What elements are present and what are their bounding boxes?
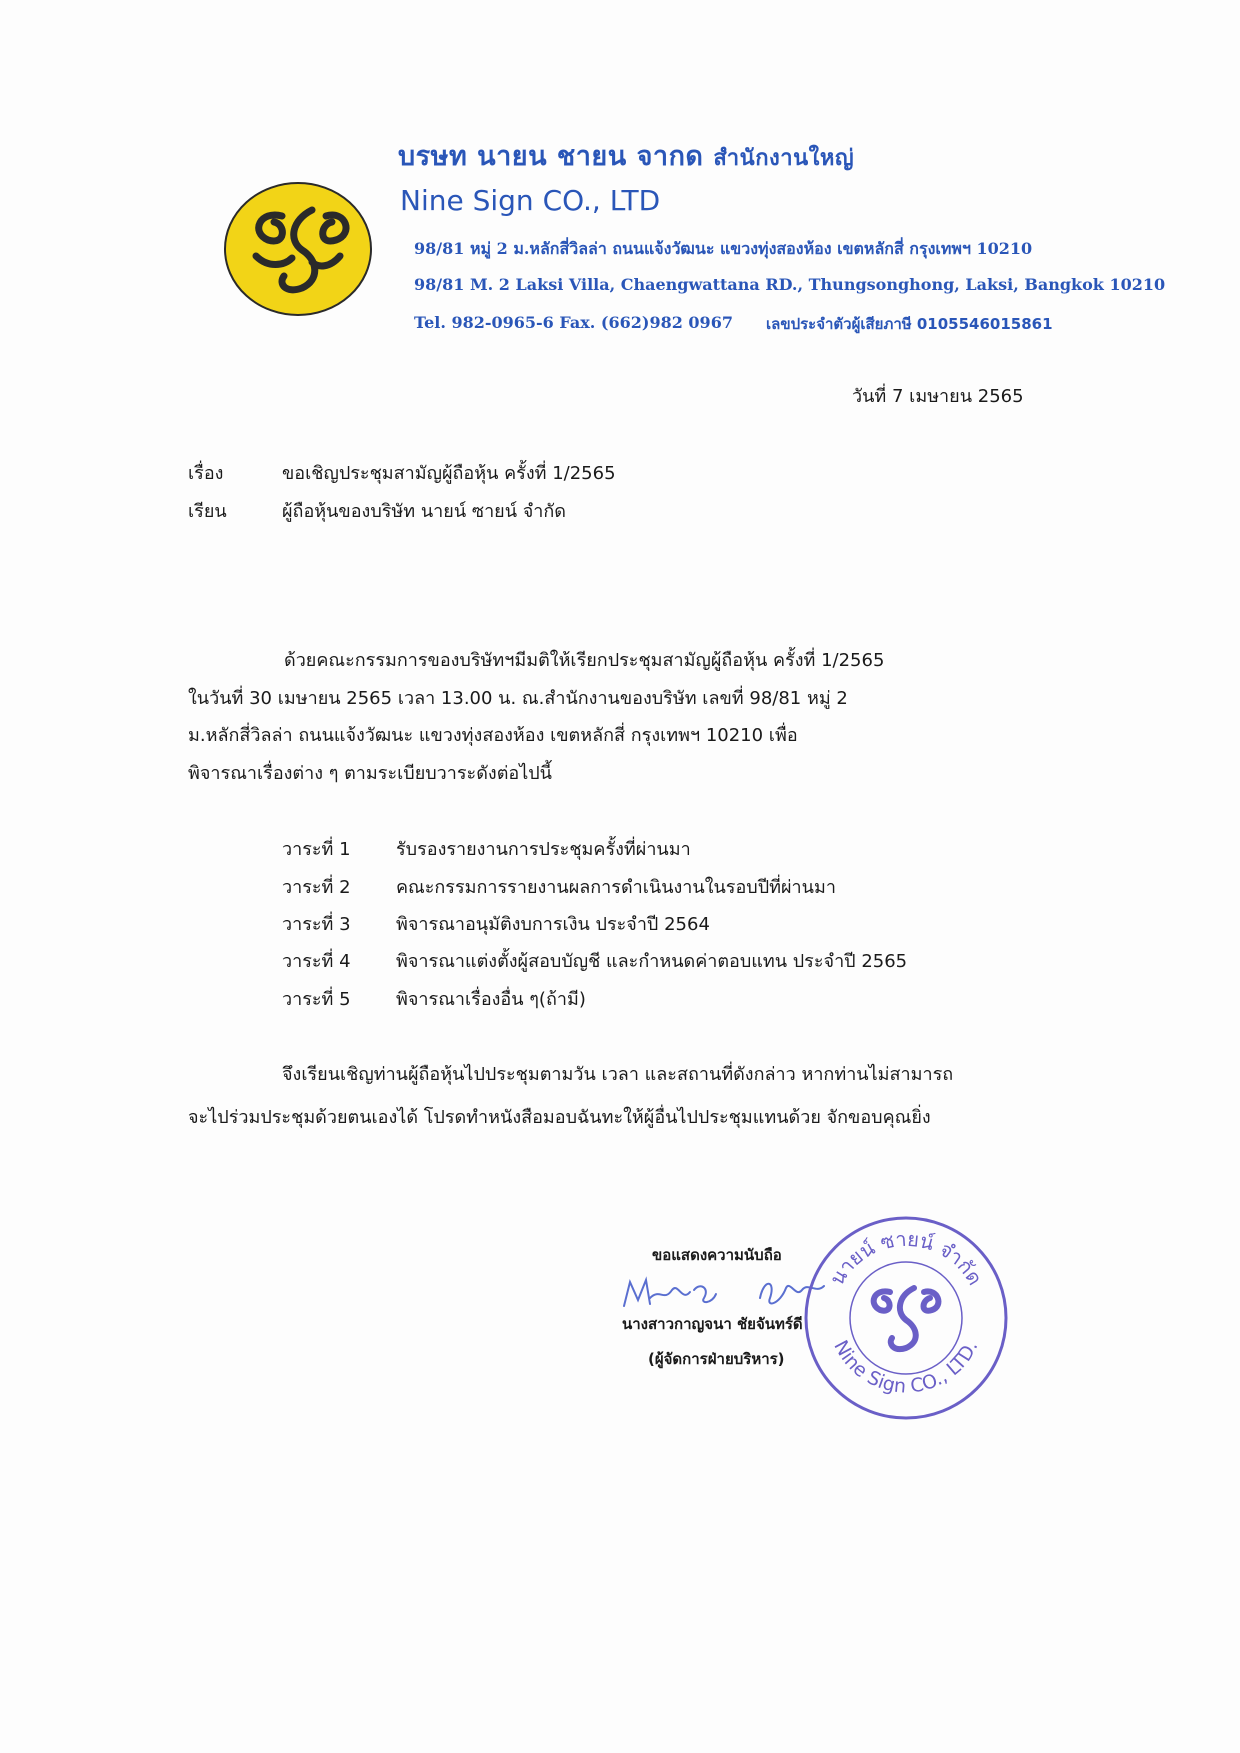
signatory-position: (ผู้จัดการฝ่ายบริหาร) <box>648 1350 785 1368</box>
head-office-label: สำนักงานใหญ่ <box>713 146 855 171</box>
agenda-item-text: รับรองรายงานการประชุมครั้งที่ผ่านมา <box>396 839 691 860</box>
closing-line-2: จะไปร่วมประชุมด้วยตนเองได้ โปรดทำหนังสือมอบฉันทะให้ผู้อื่นไปประชุมแทนด้วย จักขอบคุณยิ่ง <box>188 1107 931 1128</box>
body-line-4: พิจารณาเรื่องต่าง ๆ ตามระเบียบวาระดังต่อไปนี้ <box>188 763 552 784</box>
subject-label: เรื่อง <box>188 463 224 484</box>
body-line-2: ในวันที่ 30 เมษายน 2565 เวลา 13.00 น. ณ.สำนักงานของบริษัท เลขที่ 98/81 หมู่ 2 <box>188 688 848 709</box>
stamp-text-english: Nine Sign CO., LTD. <box>829 1336 983 1398</box>
company-logo <box>222 180 374 318</box>
address-thai: 98/81 หมู่ 2 ม.หลักสี่วิลล่า ถนนแจ้งวัฒนะ แขวงทุ่งสองห้อง เขตหลักสี่ กรุงเทพฯ 10210 <box>414 239 1033 258</box>
company-name-english: Nine Sign CO., LTD <box>400 184 661 217</box>
agenda-item-text: พิจารณาอนุมัติงบการเงิน ประจำปี 2564 <box>396 914 710 935</box>
body-line-3: ม.หลักสี่วิลล่า ถนนแจ้งวัฒนะ แขวงทุ่งสองห้อง เขตหลักสี่ กรุงเทพฯ 10210 เพื่อ <box>188 725 798 746</box>
company-stamp <box>800 1212 1012 1424</box>
closing-line-1: จึงเรียนเชิญท่านผู้ถือหุ้นไปประชุมตามวัน เวลา และสถานที่ดังกล่าว หากท่านไม่สามารถ <box>282 1064 954 1085</box>
agenda-item-label: วาระที่ 1 <box>282 839 351 860</box>
company-name-thai <box>398 134 854 177</box>
tax-id: เลขประจำตัวผู้เสียภาษี 0105546015861 <box>766 315 1053 333</box>
company-name-thai-text: บรษท นายน ชายน จากด <box>398 141 704 172</box>
recipient-label: เรียน <box>188 501 227 522</box>
letter-date: วันที่ 7 เมษายน 2565 <box>852 386 1024 407</box>
agenda-item-text: พิจารณาแต่งตั้งผู้สอบบัญชี และกำหนดค่าตอบแทน ประจำปี 2565 <box>396 951 908 972</box>
signatory-name: นางสาวกาญจนา ชัยจันทร์ดี <box>622 1315 803 1333</box>
agenda-item-text: คณะกรรมการรายงานผลการดำเนินงานในรอบปีที่ผ่านมา <box>396 877 836 898</box>
phone-fax: Tel. 982-0965-6 Fax. (662)982 0967 <box>414 313 733 332</box>
agenda-item-label: วาระที่ 3 <box>282 914 351 935</box>
agenda-item-label: วาระที่ 2 <box>282 877 351 898</box>
body-line-1: ด้วยคณะกรรมการของบริษัทฯมีมติให้เรียกประชุมสามัญผู้ถือหุ้น ครั้งที่ 1/2565 <box>284 650 885 671</box>
agenda-item-label: วาระที่ 4 <box>282 951 351 972</box>
subject-text: ขอเชิญประชุมสามัญผู้ถือหุ้น ครั้งที่ 1/2565 <box>282 463 616 484</box>
stamp-text-thai: นายน์ ซายน์ จำกัด <box>824 1226 988 1290</box>
agenda-item-label: วาระที่ 5 <box>282 989 351 1010</box>
recipient-text: ผู้ถือหุ้นของบริษัท นายน์ ซายน์ จำกัด <box>282 501 567 522</box>
agenda-item-text: พิจารณาเรื่องอื่น ๆ(ถ้ามี) <box>396 989 586 1010</box>
address-english: 98/81 M. 2 Laksi Villa, Chaengwattana RD., Thungsonghong, Laksi, Bangkok 10210 <box>414 275 1166 294</box>
complimentary-close: ขอแสดงความนับถือ <box>652 1246 782 1264</box>
